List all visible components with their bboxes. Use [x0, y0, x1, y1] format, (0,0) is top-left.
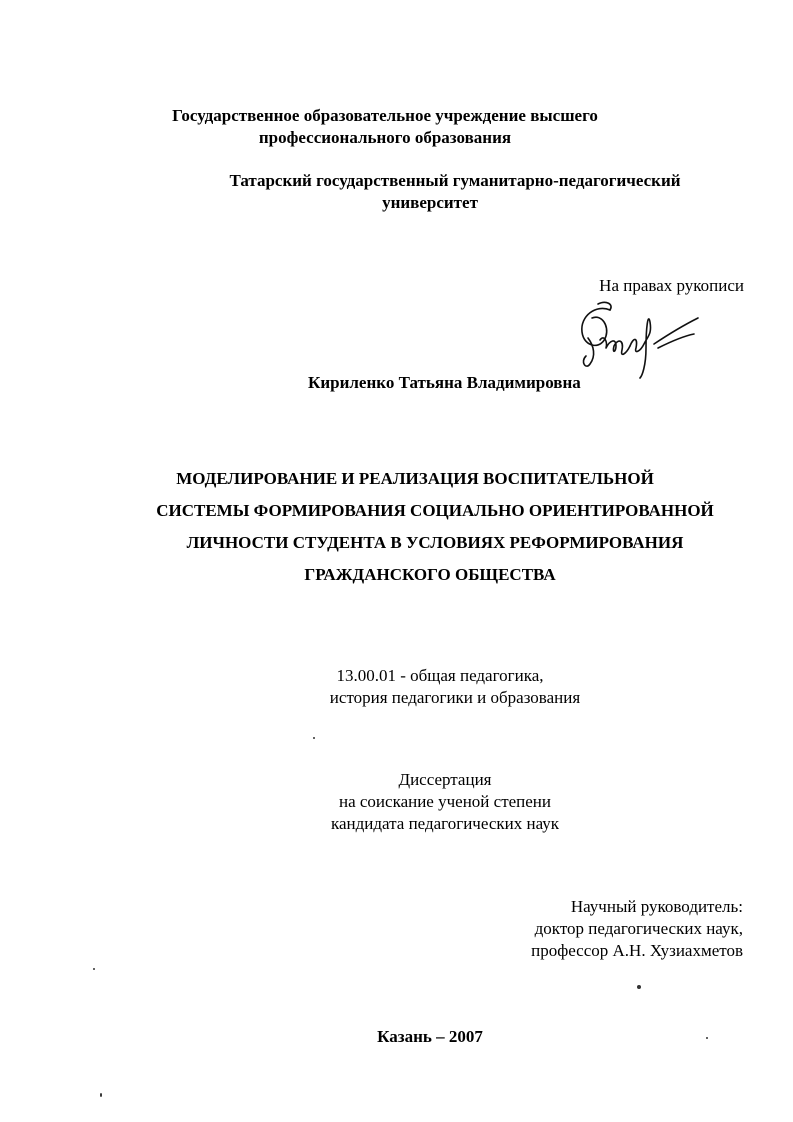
- title-line-2: СИСТЕМЫ ФОРМИРОВАНИЯ СОЦИАЛЬНО ОРИЕНТИРОВАННОЙ: [156, 501, 714, 520]
- title-line-4: ГРАЖДАНСКОГО ОБЩЕСТВА: [304, 565, 556, 584]
- scan-speck: [100, 1093, 102, 1097]
- specialty-line-1: 13.00.01 - общая педагогика,: [336, 666, 544, 685]
- title-line-1: МОДЕЛИРОВАНИЕ И РЕАЛИЗАЦИЯ ВОСПИТАТЕЛЬНОЙ: [176, 469, 654, 488]
- degree-line-2: на соискание ученой степени: [338, 792, 552, 811]
- signature-image: [566, 292, 706, 384]
- supervisor-line-3: профессор А.Н. Хузиахметов: [531, 941, 743, 960]
- university-line-1: Татарский государственный гуманитарно-педагогический: [229, 171, 681, 190]
- supervisor-line-1: Научный руководитель:: [570, 897, 743, 916]
- degree-line-1: Диссертация: [398, 770, 492, 789]
- author-name: Кириленко Татьяна Владимировна: [308, 373, 581, 392]
- university-line-2: университет: [382, 193, 478, 212]
- institution-line-2: профессионального образования: [258, 128, 512, 147]
- degree-line-3: кандидата педагогических наук: [330, 814, 560, 833]
- title-line-3: ЛИЧНОСТИ СТУДЕНТА В УСЛОВИЯХ РЕФОРМИРОВАНИЯ: [186, 533, 684, 552]
- scan-speck: [313, 737, 315, 739]
- scan-speck: [706, 1037, 708, 1039]
- institution-line-1: Государственное образовательное учреждение высшего: [172, 106, 598, 125]
- city-year: Казань – 2007: [377, 1027, 483, 1046]
- scan-speck: [637, 985, 641, 989]
- manuscript-note: На правах рукописи: [599, 276, 744, 295]
- supervisor-line-2: доктор педагогических наук,: [534, 919, 743, 938]
- specialty-line-2: история педагогики и образования: [329, 688, 581, 707]
- scan-speck: [93, 968, 95, 970]
